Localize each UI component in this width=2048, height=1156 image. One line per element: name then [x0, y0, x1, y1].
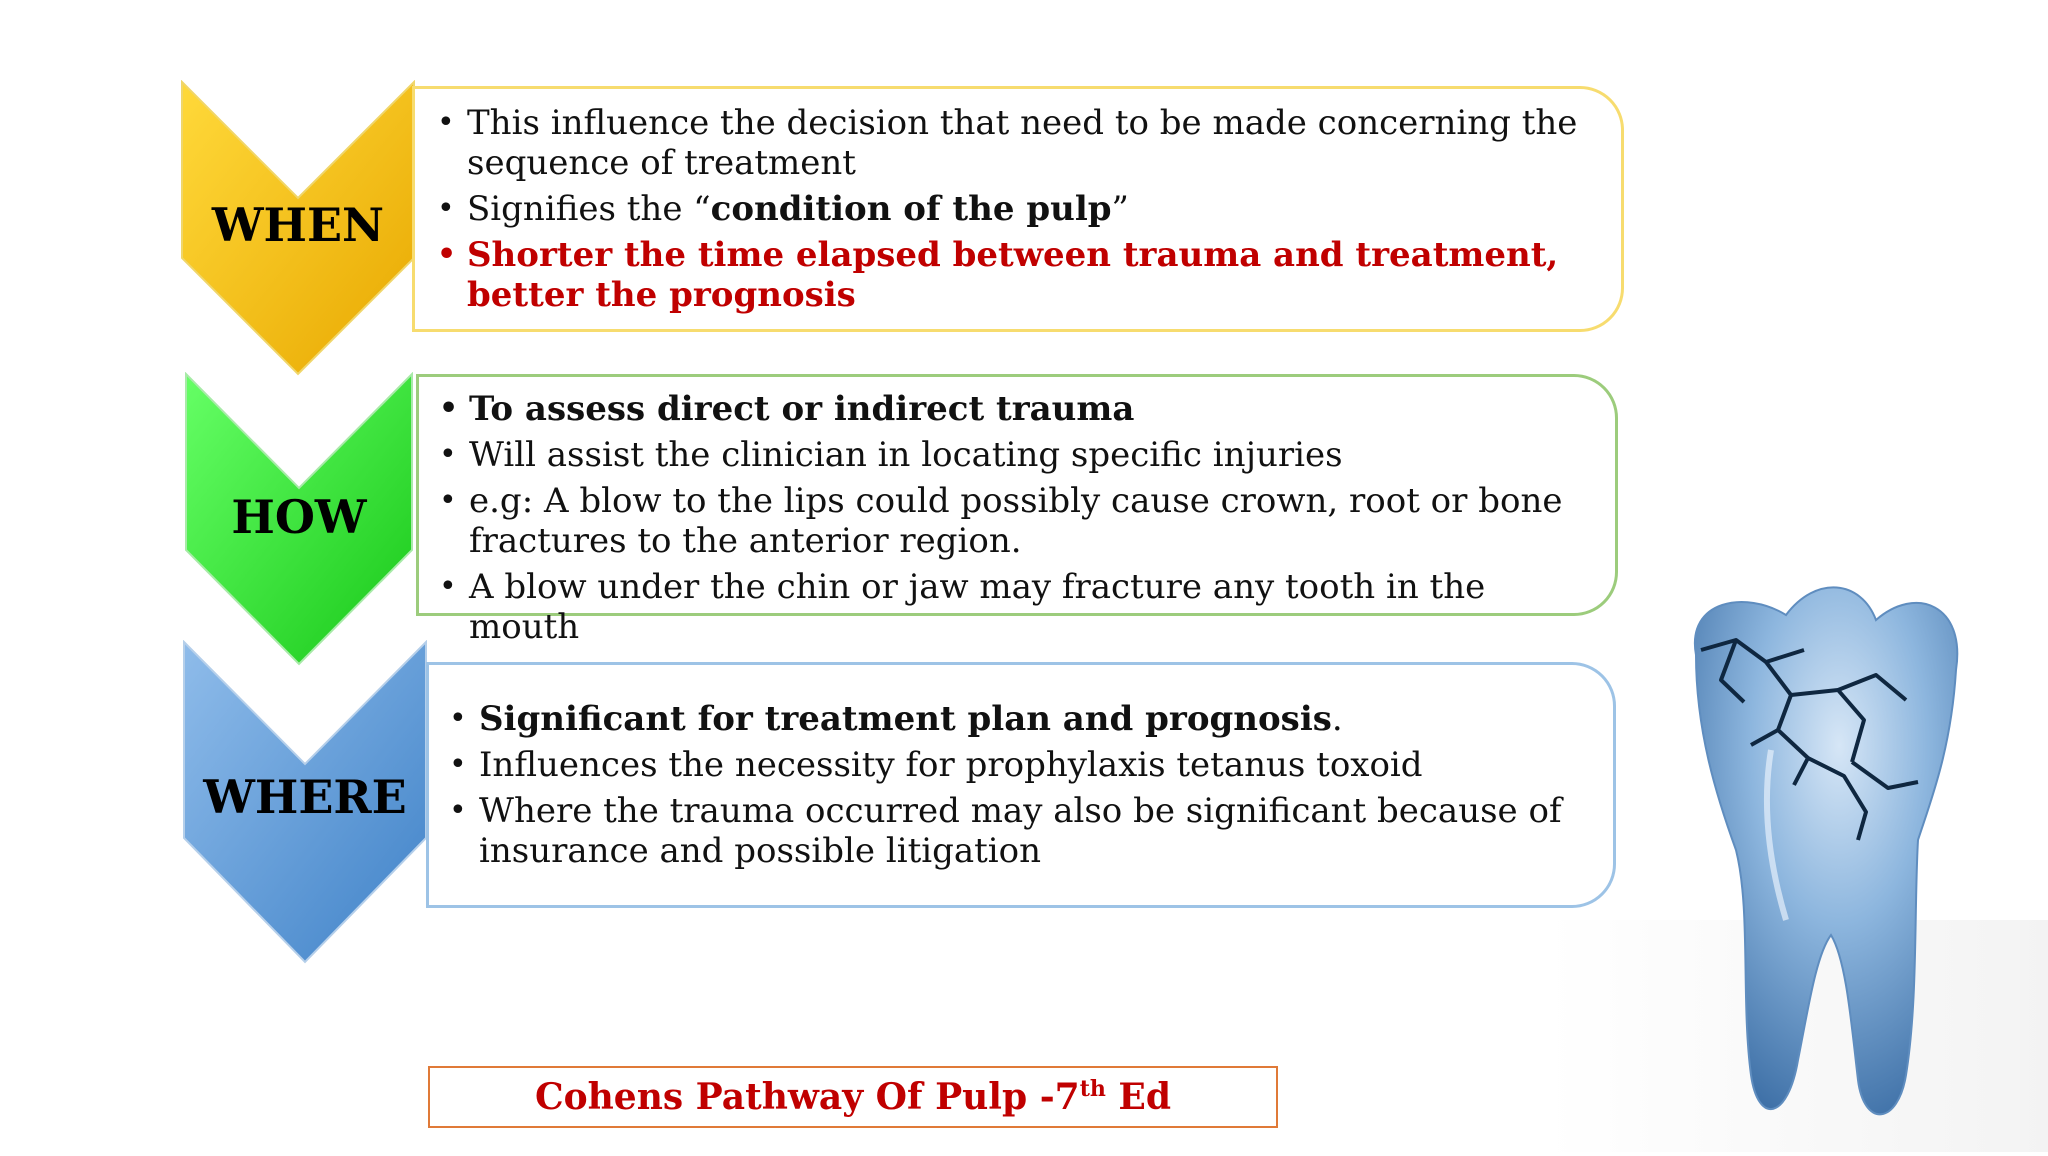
bullet-icon: • — [439, 569, 457, 604]
where-box — [426, 662, 1616, 908]
list-item: • Significant for treatment plan and prognosis. — [449, 699, 1343, 739]
list-item: • Shorter the time elapsed between trauma and treatment, better the prognosis — [437, 235, 1559, 315]
how-chevron — [184, 372, 414, 666]
when-label: WHEN — [211, 198, 385, 252]
bullet-icon: • — [437, 237, 457, 272]
bullet-icon: • — [449, 747, 467, 782]
list-item: • Influences the necessity for prophylaxis tetanus toxoid — [449, 745, 1423, 785]
how-list — [435, 389, 1605, 647]
how-box — [416, 374, 1618, 647]
list-item: • To assess direct or indirect trauma — [439, 389, 1135, 429]
list-item: • Signifies the “condition of the pulp” — [437, 189, 1129, 229]
list-item: • This influence the decision that need to be made concerning the sequence of treatment — [437, 103, 1578, 183]
cracked-tooth-icon — [1546, 580, 2048, 1152]
bullet-icon: • — [449, 793, 467, 828]
bullet-icon: • — [449, 701, 467, 736]
when-chevron — [180, 80, 416, 376]
list-item: • e.g: A blow to the lips could possibly cause crown, root or bone fractures to the anterior region. — [439, 481, 1563, 561]
how-label: HOW — [231, 490, 367, 544]
list-item: • Where the trauma occurred may also be significant because of insurance and possible litigation — [449, 791, 1562, 871]
where-list — [445, 699, 1603, 871]
bullet-icon: • — [439, 391, 459, 426]
where-chevron — [182, 640, 428, 964]
bullet-icon: • — [439, 437, 457, 472]
list-item: • A blow under the chin or jaw may fracture any tooth in the mouth — [439, 567, 1486, 647]
bullet-icon: • — [437, 105, 455, 140]
reference-box: Cohens Pathway Of Pulp -7th Ed — [428, 1066, 1278, 1128]
bullet-icon: • — [439, 483, 457, 518]
where-label: WHERE — [203, 770, 407, 824]
list-item: • Will assist the clinician in locating specific injuries — [439, 435, 1343, 475]
when-box — [412, 86, 1624, 332]
when-list — [433, 103, 1611, 315]
bullet-icon: • — [437, 191, 455, 226]
